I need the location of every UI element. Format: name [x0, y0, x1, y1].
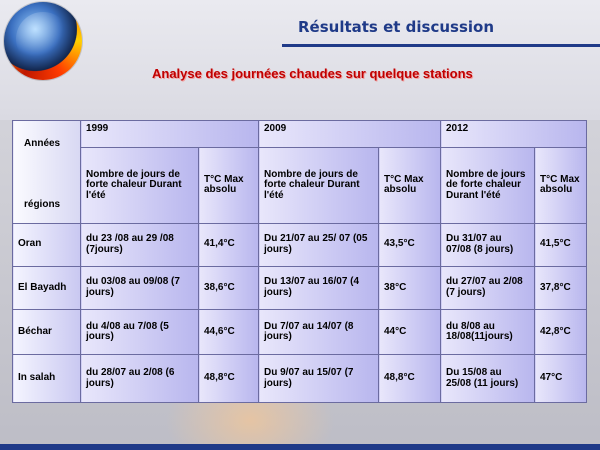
days-cell: Du 9/07 au 15/07 (7 jours) — [259, 355, 379, 403]
days-cell: du 4/08 au 7/08 (5 jours) — [81, 310, 199, 355]
temp-cell: 48,8°C — [379, 355, 441, 403]
year-header-2012: 2012 — [441, 121, 587, 148]
table-row — [13, 266, 587, 309]
days-cell: Du 7/07 au 14/07 (8 jours) — [259, 310, 379, 355]
col-header-max-2009: T°C Max absolu — [379, 148, 441, 224]
days-cell: Du 15/08 au 25/08 (11 jours) — [441, 355, 535, 403]
days-cell: Du 13/07 au 16/07 (4 jours) — [259, 266, 379, 309]
days-cell: Du 31/07 au 07/08 (8 jours) — [441, 223, 535, 266]
year-header-1999: 1999 — [81, 121, 259, 148]
heat-days-table — [12, 120, 587, 403]
region-cell: El Bayadh — [13, 266, 81, 309]
region-cell: Béchar — [13, 310, 81, 355]
year-header-2009: 2009 — [259, 121, 441, 148]
days-cell: du 23 /08 au 29 /08 (7jours) — [81, 223, 199, 266]
days-cell: du 8/08 au 18/08(11jours) — [441, 310, 535, 355]
globe-fire-logo — [4, 2, 82, 80]
days-cell: du 03/08 au 09/08 (7 jours) — [81, 266, 199, 309]
table-row — [13, 223, 587, 266]
days-cell: du 27/07 au 2/08 (7 jours) — [441, 266, 535, 309]
slide-subtitle: Analyse des journées chaudes sur quelque stations — [152, 66, 473, 81]
temp-cell: 43,5°C — [379, 223, 441, 266]
region-cell: Oran — [13, 223, 81, 266]
days-cell: du 28/07 au 2/08 (6 jours) — [81, 355, 199, 403]
col-header-max-1999: T°C Max absolu — [199, 148, 259, 224]
table-row — [13, 310, 587, 355]
regions-label: régions — [24, 199, 61, 211]
table-row — [13, 355, 587, 403]
temp-cell: 48,8°C — [199, 355, 259, 403]
temp-cell: 44°C — [379, 310, 441, 355]
temp-cell: 41,4°C — [199, 223, 259, 266]
days-cell: Du 21/07 au 25/ 07 (05 jours) — [259, 223, 379, 266]
temp-cell: 37,8°C — [535, 266, 587, 309]
temp-cell: 41,5°C — [535, 223, 587, 266]
col-header-days-1999: Nombre de jours de forte chaleur Durant l'été — [81, 148, 199, 224]
corner-header-cell — [13, 121, 81, 224]
region-cell: In salah — [13, 355, 81, 403]
col-header-max-2012: T°C Max absolu — [535, 148, 587, 224]
title-underline — [282, 44, 600, 47]
temp-cell: 47°C — [535, 355, 587, 403]
col-header-days-2009: Nombre de jours de forte chaleur Durant l'été — [259, 148, 379, 224]
bottom-bar — [0, 444, 600, 450]
slide-title: Résultats et discussion — [298, 18, 495, 36]
col-header-days-2012: Nombre de jours de forte chaleur Durant l'été — [441, 148, 535, 224]
years-label: Années — [24, 137, 61, 149]
temp-cell: 42,8°C — [535, 310, 587, 355]
temp-cell: 38°C — [379, 266, 441, 309]
temp-cell: 38,6°C — [199, 266, 259, 309]
temp-cell: 44,6°C — [199, 310, 259, 355]
